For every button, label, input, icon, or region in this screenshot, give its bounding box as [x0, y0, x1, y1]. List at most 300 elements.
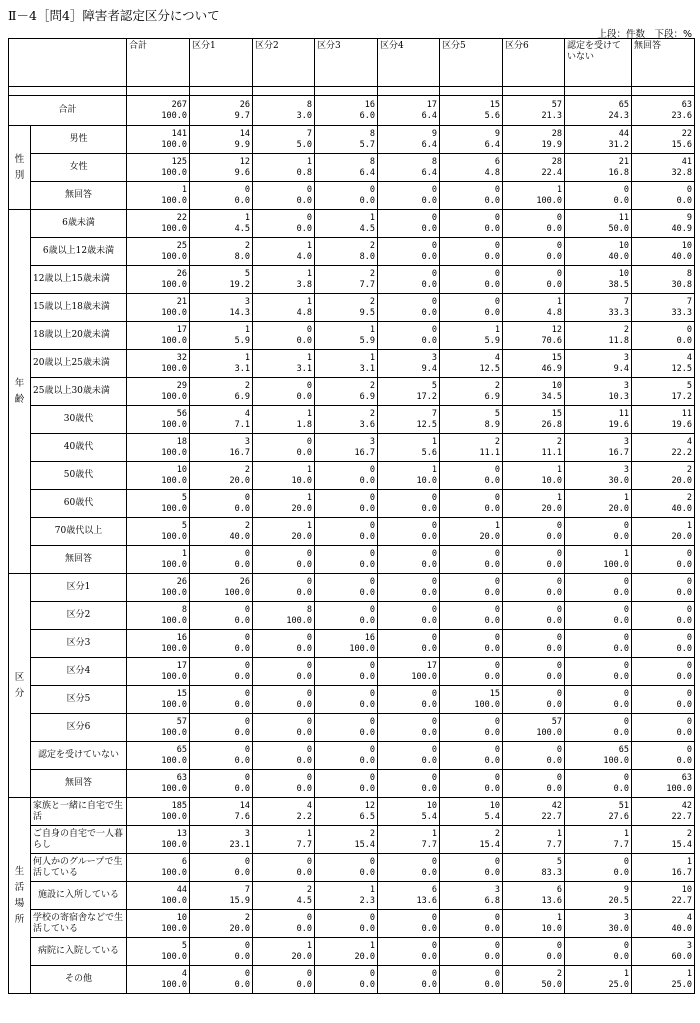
percent-value: 40.0: [671, 503, 692, 514]
percent-value: 0.0: [234, 671, 250, 682]
table-row: [9, 966, 695, 994]
value-cell: [378, 630, 440, 658]
percent-value: 5.9: [234, 335, 250, 346]
value-cell: [378, 518, 440, 546]
percent-value: 0.0: [546, 699, 562, 710]
value-cell: [253, 770, 315, 798]
count-value: 14: [239, 128, 250, 139]
count-value: 15: [489, 99, 500, 110]
percent-value: 100.0: [161, 615, 187, 626]
value-cell: [503, 462, 565, 490]
percent-value: 0.0: [234, 503, 250, 514]
count-value: 5: [181, 940, 187, 951]
value-cell: [378, 294, 440, 322]
count-value: 0: [494, 296, 500, 307]
total-label: 合計: [9, 96, 127, 126]
count-value: 0: [494, 212, 500, 223]
percent-value: 0.0: [421, 755, 437, 766]
value-cell: [190, 378, 253, 406]
count-value: 57: [551, 716, 562, 727]
row-label: 女性: [31, 154, 127, 182]
percent-value: 0.0: [296, 923, 312, 934]
count-value: 0: [556, 772, 562, 783]
percent-value: 0.0: [421, 223, 437, 234]
percent-value: 100.0: [161, 335, 187, 346]
value-cell: [565, 910, 632, 938]
value-cell: [378, 966, 440, 994]
percent-value: 5.6: [421, 447, 437, 458]
percent-value: 0.0: [546, 223, 562, 234]
percent-value: 83.3: [541, 867, 562, 878]
percent-value: 100.0: [161, 895, 187, 906]
percent-value: 100.0: [161, 979, 187, 990]
value-cell: [440, 266, 503, 294]
value-cell: [632, 518, 695, 546]
percent-value: 0.0: [421, 867, 437, 878]
count-value: 11: [681, 408, 692, 419]
percent-value: 0.0: [613, 699, 629, 710]
count-value: 0: [623, 184, 629, 195]
count-value: 0: [431, 520, 437, 531]
count-value: 0: [494, 184, 500, 195]
percent-value: 0.0: [296, 783, 312, 794]
percent-value: 0.0: [234, 643, 250, 654]
count-value: 5: [556, 856, 562, 867]
table-row: [9, 910, 695, 938]
value-cell: [503, 882, 565, 910]
value-cell: [440, 182, 503, 210]
count-value: 2: [494, 828, 500, 839]
percent-value: 0.0: [484, 643, 500, 654]
percent-value: 6.0: [359, 110, 375, 121]
count-value: 63: [681, 99, 692, 110]
percent-value: 50.0: [541, 979, 562, 990]
count-value: 7: [431, 408, 437, 419]
count-value: 26: [239, 576, 250, 587]
count-value: 2: [369, 380, 375, 391]
count-value: 7: [244, 884, 250, 895]
group-label: [9, 210, 31, 574]
value-cell: [565, 154, 632, 182]
value-cell: [565, 406, 632, 434]
percent-value: 0.0: [484, 615, 500, 626]
percent-value: 27.6: [608, 811, 629, 822]
percent-value: 22.7: [671, 895, 692, 906]
value-cell: [315, 266, 378, 294]
count-value: 0: [431, 968, 437, 979]
value-cell: [190, 742, 253, 770]
value-cell: [565, 462, 632, 490]
count-value: 28: [551, 128, 562, 139]
value-cell: [503, 574, 565, 602]
value-cell: [503, 126, 565, 154]
value-cell: [127, 686, 190, 714]
value-cell: [315, 518, 378, 546]
value-cell: [253, 546, 315, 574]
value-cell: [190, 798, 253, 826]
percent-value: 38.5: [608, 279, 629, 290]
value-cell: [632, 434, 695, 462]
percent-value: 32.8: [671, 167, 692, 178]
count-value: 1: [306, 940, 312, 951]
percent-value: 0.0: [296, 671, 312, 682]
count-value: 0: [306, 184, 312, 195]
count-value: 0: [494, 492, 500, 503]
value-cell: [632, 350, 695, 378]
value-cell: [378, 490, 440, 518]
value-cell: [127, 630, 190, 658]
row-label: 30歳代: [31, 406, 127, 434]
percent-value: 0.0: [613, 727, 629, 738]
count-value: 0: [306, 744, 312, 755]
percent-value: 19.2: [229, 279, 250, 290]
percent-value: 100.0: [224, 587, 250, 598]
percent-value: 0.0: [296, 447, 312, 458]
count-value: 16: [364, 99, 375, 110]
table-row: [9, 406, 695, 434]
percent-value: 15.4: [479, 839, 500, 850]
count-value: 0: [306, 380, 312, 391]
percent-value: 20.0: [479, 531, 500, 542]
value-cell: [565, 434, 632, 462]
value-cell: [378, 602, 440, 630]
value-cell: [565, 238, 632, 266]
percent-value: 0.0: [613, 615, 629, 626]
percent-value: 0.0: [421, 307, 437, 318]
percent-value: 46.9: [541, 363, 562, 374]
count-value: 1: [494, 520, 500, 531]
count-value: 12: [239, 156, 250, 167]
percent-value: 100.0: [161, 531, 187, 542]
count-value: 0: [431, 240, 437, 251]
value-cell: [315, 658, 378, 686]
value-cell: [253, 630, 315, 658]
count-value: 141: [171, 128, 187, 139]
value-cell: [253, 406, 315, 434]
count-value: 0: [494, 464, 500, 475]
count-value: 0: [494, 856, 500, 867]
value-cell: [315, 350, 378, 378]
percent-value: 7.1: [234, 419, 250, 430]
percent-value: 6.9: [484, 391, 500, 402]
percent-value: 19.6: [671, 419, 692, 430]
count-value: 1: [556, 828, 562, 839]
percent-value: 4.5: [359, 223, 375, 234]
count-value: 1: [306, 828, 312, 839]
percent-value: 1.8: [296, 419, 312, 430]
spacer-row: [9, 87, 695, 96]
row-label: 18歳以上20歳未満: [31, 322, 127, 350]
value-cell: [378, 322, 440, 350]
percent-value: 0.0: [676, 671, 692, 682]
count-value: 3: [623, 380, 629, 391]
count-value: 65: [176, 744, 187, 755]
percent-value: 40.0: [671, 251, 692, 262]
percent-value: 7.7: [296, 839, 312, 850]
percent-value: 20.0: [229, 923, 250, 934]
value-cell: [315, 434, 378, 462]
percent-value: 4.8: [546, 307, 562, 318]
count-value: 0: [369, 548, 375, 559]
value-cell: [190, 434, 253, 462]
percent-value: 0.0: [676, 559, 692, 570]
count-value: 8: [431, 156, 437, 167]
count-value: 0: [623, 520, 629, 531]
spacer-cell: [190, 87, 253, 96]
value-cell: [632, 154, 695, 182]
percent-value: 13.6: [541, 895, 562, 906]
count-value: 8: [306, 604, 312, 615]
percent-value: 6.9: [234, 391, 250, 402]
value-cell: [440, 714, 503, 742]
count-value: 2: [369, 828, 375, 839]
column-header: 区分2: [253, 39, 315, 87]
percent-value: 22.7: [671, 811, 692, 822]
value-cell: [565, 378, 632, 406]
count-value: 3: [244, 296, 250, 307]
value-cell: [440, 882, 503, 910]
table-body: [9, 87, 695, 994]
value-cell: [127, 434, 190, 462]
value-cell: [253, 658, 315, 686]
count-value: 15: [551, 352, 562, 363]
count-value: 15: [176, 688, 187, 699]
table-row: [9, 546, 695, 574]
percent-value: 0.0: [484, 223, 500, 234]
value-cell: [190, 126, 253, 154]
percent-value: 100.0: [161, 139, 187, 150]
percent-value: 11.1: [479, 447, 500, 458]
value-cell: [632, 490, 695, 518]
value-cell: [127, 966, 190, 994]
percent-value: 0.0: [613, 951, 629, 962]
value-cell: [503, 518, 565, 546]
count-value: 0: [306, 856, 312, 867]
value-cell: [503, 658, 565, 686]
value-cell: [632, 266, 695, 294]
percent-value: 100.0: [161, 727, 187, 738]
value-cell: [127, 266, 190, 294]
value-cell: [440, 462, 503, 490]
value-cell: [315, 378, 378, 406]
count-value: 10: [176, 464, 187, 475]
table-row: [9, 210, 695, 238]
row-label: 12歳以上15歳未満: [31, 266, 127, 294]
value-cell: [503, 434, 565, 462]
count-value: 2: [244, 464, 250, 475]
percent-value: 0.0: [676, 699, 692, 710]
percent-value: 100.0: [474, 699, 500, 710]
percent-value: 4.5: [234, 223, 250, 234]
count-value: 1: [623, 828, 629, 839]
value-cell: [127, 938, 190, 966]
count-value: 0: [369, 520, 375, 531]
percent-value: 22.2: [671, 447, 692, 458]
count-value: 0: [244, 548, 250, 559]
percent-value: 100.0: [161, 643, 187, 654]
value-cell: [190, 854, 253, 882]
value-cell: [440, 658, 503, 686]
percent-value: 9.4: [421, 363, 437, 374]
count-value: 0: [623, 856, 629, 867]
count-value: 0: [686, 632, 692, 643]
count-value: 1: [369, 884, 375, 895]
count-value: 1: [306, 492, 312, 503]
count-value: 1: [244, 324, 250, 335]
count-value: 0: [244, 632, 250, 643]
value-cell: [190, 826, 253, 854]
percent-value: 15.6: [671, 139, 692, 150]
count-value: 56: [176, 408, 187, 419]
row-label: 男性: [31, 126, 127, 154]
count-value: 1: [556, 464, 562, 475]
percent-value: 0.0: [613, 587, 629, 598]
percent-value: 17.2: [416, 391, 437, 402]
percent-value: 20.5: [608, 895, 629, 906]
count-value: 0: [686, 604, 692, 615]
count-value: 0: [494, 716, 500, 727]
count-value: 3: [686, 940, 692, 951]
value-cell: [632, 96, 695, 126]
count-value: 8: [369, 128, 375, 139]
value-cell: [253, 126, 315, 154]
percent-value: 31.2: [608, 139, 629, 150]
percent-value: 0.0: [296, 727, 312, 738]
value-cell: [440, 490, 503, 518]
count-value: 0: [623, 688, 629, 699]
count-value: 0: [431, 184, 437, 195]
value-cell: [503, 770, 565, 798]
percent-value: 0.0: [234, 755, 250, 766]
count-value: 11: [618, 408, 629, 419]
value-cell: [315, 210, 378, 238]
value-cell: [253, 938, 315, 966]
percent-value: 0.0: [359, 475, 375, 486]
header-corner: [9, 39, 127, 87]
percent-value: 26.8: [541, 419, 562, 430]
spacer-cell: [9, 87, 127, 96]
percent-value: 10.0: [541, 475, 562, 486]
count-value: 0: [369, 576, 375, 587]
count-value: 8: [306, 99, 312, 110]
group-label: [9, 126, 31, 210]
value-cell: [315, 238, 378, 266]
value-cell: [378, 938, 440, 966]
count-value: 32: [176, 352, 187, 363]
spacer-cell: [315, 87, 378, 96]
percent-value: 4.8: [484, 167, 500, 178]
page-title: Ⅱ－4［問4］障害者認定区分について: [8, 8, 220, 23]
value-cell: [632, 574, 695, 602]
percent-value: 5.0: [296, 139, 312, 150]
percent-value: 23.1: [229, 839, 250, 850]
percent-value: 0.0: [546, 755, 562, 766]
value-cell: [190, 602, 253, 630]
count-value: 8: [686, 268, 692, 279]
value-cell: [315, 322, 378, 350]
column-header: 区分5: [440, 39, 503, 87]
count-value: 0: [369, 968, 375, 979]
count-value: 4: [306, 800, 312, 811]
table-row: [9, 266, 695, 294]
count-value: 4: [494, 352, 500, 363]
percent-value: 0.0: [359, 979, 375, 990]
percent-value: 7.7: [421, 839, 437, 850]
value-cell: [440, 518, 503, 546]
percent-value: 3.0: [296, 110, 312, 121]
percent-value: 0.0: [421, 279, 437, 290]
count-value: 0: [369, 772, 375, 783]
count-value: 2: [369, 268, 375, 279]
count-value: 0: [369, 856, 375, 867]
percent-value: 8.0: [234, 251, 250, 262]
percent-value: 20.0: [291, 503, 312, 514]
count-value: 9: [623, 884, 629, 895]
value-cell: [378, 406, 440, 434]
count-value: 5: [686, 380, 692, 391]
value-cell: [565, 938, 632, 966]
percent-value: 0.0: [421, 615, 437, 626]
percent-value: 0.0: [421, 503, 437, 514]
count-value: 22: [681, 128, 692, 139]
value-cell: [127, 546, 190, 574]
percent-value: 40.9: [671, 223, 692, 234]
table-row: [9, 826, 695, 854]
percent-value: 0.0: [484, 503, 500, 514]
value-cell: [315, 826, 378, 854]
value-cell: [378, 882, 440, 910]
value-cell: [565, 322, 632, 350]
count-value: 1: [244, 352, 250, 363]
value-cell: [378, 154, 440, 182]
percent-value: 0.0: [296, 979, 312, 990]
value-cell: [632, 770, 695, 798]
count-value: 0: [623, 576, 629, 587]
row-label: 区分3: [31, 630, 127, 658]
value-cell: [632, 742, 695, 770]
value-cell: [190, 406, 253, 434]
count-value: 0: [556, 576, 562, 587]
value-cell: [127, 742, 190, 770]
percent-value: 9.6: [234, 167, 250, 178]
unit-note: 上段：件数 下段：%: [597, 29, 692, 40]
count-value: 0: [431, 940, 437, 951]
row-label: 何人かのグループで生活している: [31, 854, 127, 882]
count-value: 0: [244, 604, 250, 615]
value-cell: [253, 602, 315, 630]
percent-value: 20.0: [541, 503, 562, 514]
percent-value: 0.0: [484, 727, 500, 738]
count-value: 0: [244, 940, 250, 951]
percent-value: 40.0: [671, 923, 692, 934]
percent-value: 0.0: [234, 727, 250, 738]
value-cell: [440, 686, 503, 714]
value-cell: [440, 378, 503, 406]
percent-value: 6.8: [484, 895, 500, 906]
value-cell: [253, 518, 315, 546]
spacer-cell: [503, 87, 565, 96]
percent-value: 0.0: [676, 643, 692, 654]
value-cell: [127, 910, 190, 938]
count-value: 0: [556, 548, 562, 559]
value-cell: [503, 910, 565, 938]
value-cell: [503, 742, 565, 770]
percent-value: 16.7: [608, 447, 629, 458]
spacer-cell: [253, 87, 315, 96]
value-cell: [190, 518, 253, 546]
table-row: [9, 714, 695, 742]
percent-value: 5.9: [359, 335, 375, 346]
